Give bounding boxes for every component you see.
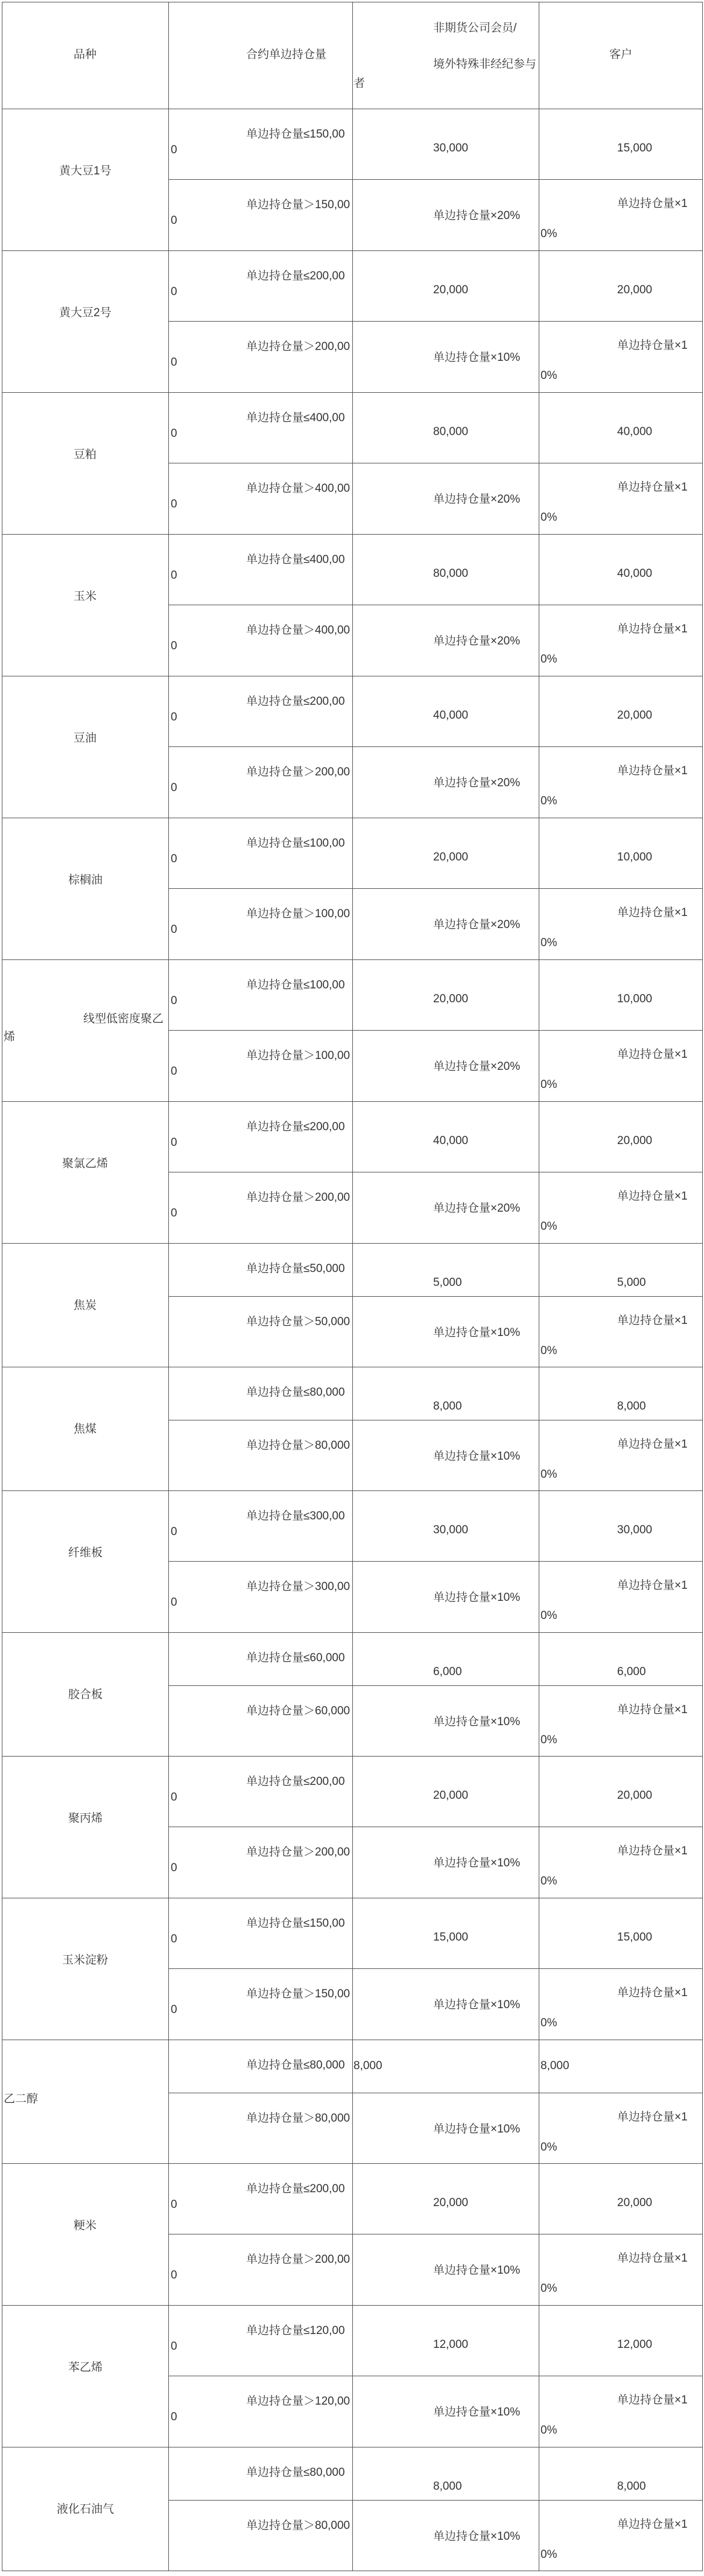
non-member-limit: 40,000 [433,1134,469,1147]
header-variety: 品种 [74,48,97,61]
zero-fragment: 0 [171,1862,177,1874]
variety-name: 黄大豆1号 [59,165,112,177]
client-formula: 单边持仓量×1 [617,2111,688,2123]
zero-fragment: 0 [171,1791,177,1804]
percent-fragment: 0% [541,1734,557,1746]
percent-fragment: 0% [541,2548,557,2561]
percent-fragment: 0% [541,511,557,524]
percent-fragment: 0% [541,937,557,949]
zero-fragment: 0 [171,853,177,865]
client-limit: 10,000 [617,851,653,863]
non-member-formula: 单边持仓量×10% [433,1326,521,1339]
client-limit: 40,000 [617,567,653,580]
row-divider [168,2500,703,2501]
zero-fragment: 0 [171,214,177,227]
client-formula: 单边持仓量×1 [617,197,688,210]
variety-name: 豆粕 [74,448,97,461]
variety-name: 豆油 [74,732,97,745]
non-member-limit: 12,000 [433,2338,469,2351]
condition-gt: 单边持仓量＞400,00 [246,482,350,495]
condition-gt: 单边持仓量＞80,000 [246,2519,350,2532]
percent-fragment: 0% [541,2017,557,2029]
client-limit: 12,000 [617,2338,653,2351]
non-member-limit: 8,000 [433,2480,462,2493]
non-member-limit: 20,000 [433,1789,469,1802]
variety-name: 粳米 [74,2219,97,2232]
row-divider [168,321,703,322]
client-limit: 8,000 [617,2480,646,2493]
client-limit: 20,000 [617,709,653,722]
condition-le: 单边持仓量≤100,00 [246,979,345,991]
client-limit: 8,000 [541,2059,569,2072]
non-member-limit: 5,000 [433,1276,462,1289]
client-formula: 单边持仓量×1 [617,339,688,352]
row-divider [168,1968,703,1969]
variety-name: 乙二醇 [4,2093,39,2105]
non-member-formula: 单边持仓量×20% [433,209,521,222]
non-member-limit: 8,000 [433,1400,462,1413]
client-formula: 单边持仓量×1 [617,2394,688,2406]
condition-le: 单边持仓量≤400,00 [246,412,345,424]
zero-fragment: 0 [171,2269,177,2282]
client-formula: 单边持仓量×1 [617,2518,688,2531]
non-member-limit: 6,000 [433,1665,462,1678]
header-non-member-line2: 境外特殊非经纪参与 [433,58,537,71]
condition-gt: 单边持仓量＞100,00 [246,1049,350,1062]
condition-le: 单边持仓量≤60,000 [246,1652,345,1664]
non-member-formula: 单边持仓量×20% [433,1202,521,1215]
non-member-formula: 单边持仓量×10% [433,2123,521,2136]
client-limit: 15,000 [617,1931,653,1944]
zero-fragment: 0 [171,427,177,440]
row-divider [168,746,703,747]
condition-gt: 单边持仓量＞300,00 [246,1580,350,1593]
zero-fragment: 0 [171,640,177,652]
header-contract-position: 合约单边持仓量 [246,48,327,61]
non-member-formula: 单边持仓量×20% [433,777,521,789]
non-member-formula: 单边持仓量×10% [433,1450,521,1463]
header-non-member-line1: 非期货公司会员/ [433,22,517,34]
non-member-formula: 单边持仓量×20% [433,1060,521,1073]
non-member-limit: 20,000 [433,2196,469,2209]
row-divider [168,1296,703,1297]
condition-le: 单边持仓量≤80,000 [246,1386,345,1399]
condition-gt: 单边持仓量＞80,000 [246,1439,350,1452]
percent-fragment: 0% [541,795,557,807]
non-member-formula: 单边持仓量×10% [433,2530,521,2543]
variety-name: 玉米淀粉 [62,1954,109,1967]
non-member-formula: 单边持仓量×10% [433,2406,521,2419]
percent-fragment: 0% [541,2424,557,2437]
condition-le: 单边持仓量≤200,00 [246,1775,345,1788]
zero-fragment: 0 [171,1207,177,1220]
client-formula: 单边持仓量×1 [617,1986,688,1999]
zero-fragment: 0 [171,285,177,298]
row-divider [168,1030,703,1031]
percent-fragment: 0% [541,1609,557,1622]
variety-name: 聚氯乙烯 [62,1157,109,1170]
variety-name: 聚丙烯 [68,1812,103,1825]
condition-le: 单边持仓量≤300,00 [246,1510,345,1522]
condition-gt: 单边持仓量＞400,00 [246,624,350,637]
variety-name: 纤维板 [68,1547,103,1559]
zero-fragment: 0 [171,569,177,582]
zero-fragment: 0 [171,2340,177,2353]
percent-fragment: 0% [541,369,557,382]
variety-name: 黄大豆2号 [59,307,112,319]
condition-le: 单边持仓量≤200,00 [246,270,345,282]
percent-fragment: 0% [541,1875,557,1887]
condition-le: 单边持仓量≤200,00 [246,2183,345,2195]
client-formula: 单边持仓量×1 [617,2252,688,2265]
zero-fragment: 0 [171,2198,177,2211]
variety-name: 线型低密度聚乙 [83,1013,164,1025]
condition-gt: 单边持仓量＞200,00 [246,1191,350,1204]
header-fragment: 者 [354,77,366,90]
client-formula: 单边持仓量×1 [617,1190,688,1203]
non-member-limit: 15,000 [433,1931,469,1944]
non-member-formula: 单边持仓量×10% [433,1591,521,1604]
non-member-limit: 20,000 [433,851,469,863]
condition-le: 单边持仓量≤150,00 [246,128,345,141]
client-limit: 6,000 [617,1665,646,1678]
non-member-limit: 30,000 [433,142,469,154]
condition-gt: 单边持仓量＞100,00 [246,908,350,920]
zero-fragment: 0 [171,781,177,794]
zero-fragment: 0 [171,1596,177,1609]
non-member-formula: 单边持仓量×10% [433,351,521,364]
zero-fragment: 0 [171,2003,177,2016]
client-limit: 10,000 [617,993,653,1005]
client-formula: 单边持仓量×1 [617,1579,688,1592]
client-limit: 5,000 [617,1276,646,1289]
client-limit: 20,000 [617,1789,653,1802]
client-limit: 20,000 [617,1134,653,1147]
percent-fragment: 0% [541,1078,557,1091]
condition-gt: 单边持仓量＞150,00 [246,199,350,211]
column-line-2 [352,2,353,2571]
client-formula: 单边持仓量×1 [617,1314,688,1327]
non-member-formula: 单边持仓量×20% [433,635,521,647]
variety-name: 苯乙烯 [68,2361,103,2374]
zero-fragment: 0 [171,1933,177,1945]
client-formula: 单边持仓量×1 [617,1845,688,1857]
condition-gt: 单边持仓量＞50,000 [246,1315,350,1328]
zero-fragment: 0 [171,711,177,724]
client-formula: 单边持仓量×1 [617,1438,688,1451]
condition-le: 单边持仓量≤80,000 [246,2466,345,2479]
non-member-formula: 单边持仓量×10% [433,1999,521,2011]
condition-le: 单边持仓量≤80,000 [246,2059,345,2072]
zero-fragment: 0 [171,498,177,510]
zero-fragment: 0 [171,1065,177,1078]
client-formula: 单边持仓量×1 [617,765,688,777]
client-limit: 30,000 [617,1524,653,1536]
percent-fragment: 0% [541,227,557,240]
client-limit: 8,000 [617,1400,646,1413]
non-member-formula: 单边持仓量×10% [433,1716,521,1728]
client-formula: 单边持仓量×1 [617,906,688,919]
non-member-formula: 单边持仓量×20% [433,493,521,506]
column-line-1 [168,2,169,2571]
client-limit: 15,000 [617,142,653,154]
zero-fragment: 0 [171,356,177,369]
row-divider [168,888,703,889]
condition-gt: 单边持仓量＞80,000 [246,2112,350,2125]
condition-gt: 单边持仓量＞200,00 [246,1846,350,1859]
client-formula: 单边持仓量×1 [617,623,688,635]
percent-fragment: 0% [541,1344,557,1357]
non-member-limit: 40,000 [433,709,469,722]
variety-name: 液化石油气 [57,2503,115,2516]
client-formula: 单边持仓量×1 [617,1703,688,1716]
zero-fragment: 0 [171,923,177,936]
column-line-4 [702,2,703,2571]
non-member-formula: 单边持仓量×10% [433,2264,521,2277]
condition-le: 单边持仓量≤50,000 [246,1262,345,1275]
percent-fragment: 0% [541,2141,557,2154]
zero-fragment: 0 [171,994,177,1007]
client-formula: 单边持仓量×1 [617,481,688,494]
non-member-limit: 8,000 [354,2059,382,2072]
variety-name: 玉米 [74,590,97,603]
non-member-limit: 80,000 [433,567,469,580]
condition-gt: 单边持仓量＞200,00 [246,766,350,778]
condition-gt: 单边持仓量＞200,00 [246,340,350,353]
condition-le: 单边持仓量≤150,00 [246,1917,345,1930]
client-formula: 单边持仓量×1 [617,1048,688,1061]
zero-fragment: 0 [171,144,177,156]
percent-fragment: 0% [541,1468,557,1481]
client-limit: 20,000 [617,2196,653,2209]
condition-le: 单边持仓量≤400,00 [246,553,345,566]
non-member-limit: 20,000 [433,284,469,296]
row-divider [168,1561,703,1562]
percent-fragment: 0% [541,653,557,666]
client-limit: 20,000 [617,284,653,296]
condition-gt: 单边持仓量＞60,000 [246,1705,350,1717]
condition-le: 单边持仓量≤120,00 [246,2324,345,2337]
variety-name: 棕榈油 [68,874,103,886]
row-divider [168,179,703,180]
row-divider [168,1685,703,1686]
condition-le: 单边持仓量≤100,00 [246,837,345,850]
condition-le: 单边持仓量≤200,00 [246,1121,345,1133]
non-member-formula: 单边持仓量×20% [433,918,521,931]
condition-le: 单边持仓量≤200,00 [246,695,345,708]
header-client: 客户 [609,48,633,61]
condition-gt: 单边持仓量＞120,00 [246,2395,350,2408]
variety-name: 焦煤 [74,1423,97,1436]
non-member-limit: 20,000 [433,993,469,1005]
variety-name: 焦炭 [74,1299,97,1312]
percent-fragment: 0% [541,1220,557,1233]
non-member-formula: 单边持仓量×10% [433,1857,521,1869]
client-limit: 40,000 [617,425,653,438]
zero-fragment: 0 [171,1525,177,1538]
zero-fragment: 0 [171,1136,177,1149]
variety-name-wrap: 烯 [4,1031,16,1043]
non-member-limit: 80,000 [433,425,469,438]
percent-fragment: 0% [541,2282,557,2295]
variety-name: 胶合板 [68,1688,103,1701]
condition-gt: 单边持仓量＞150,00 [246,1988,350,2000]
non-member-limit: 30,000 [433,1524,469,1536]
zero-fragment: 0 [171,2411,177,2423]
condition-gt: 单边持仓量＞200,00 [246,2253,350,2266]
